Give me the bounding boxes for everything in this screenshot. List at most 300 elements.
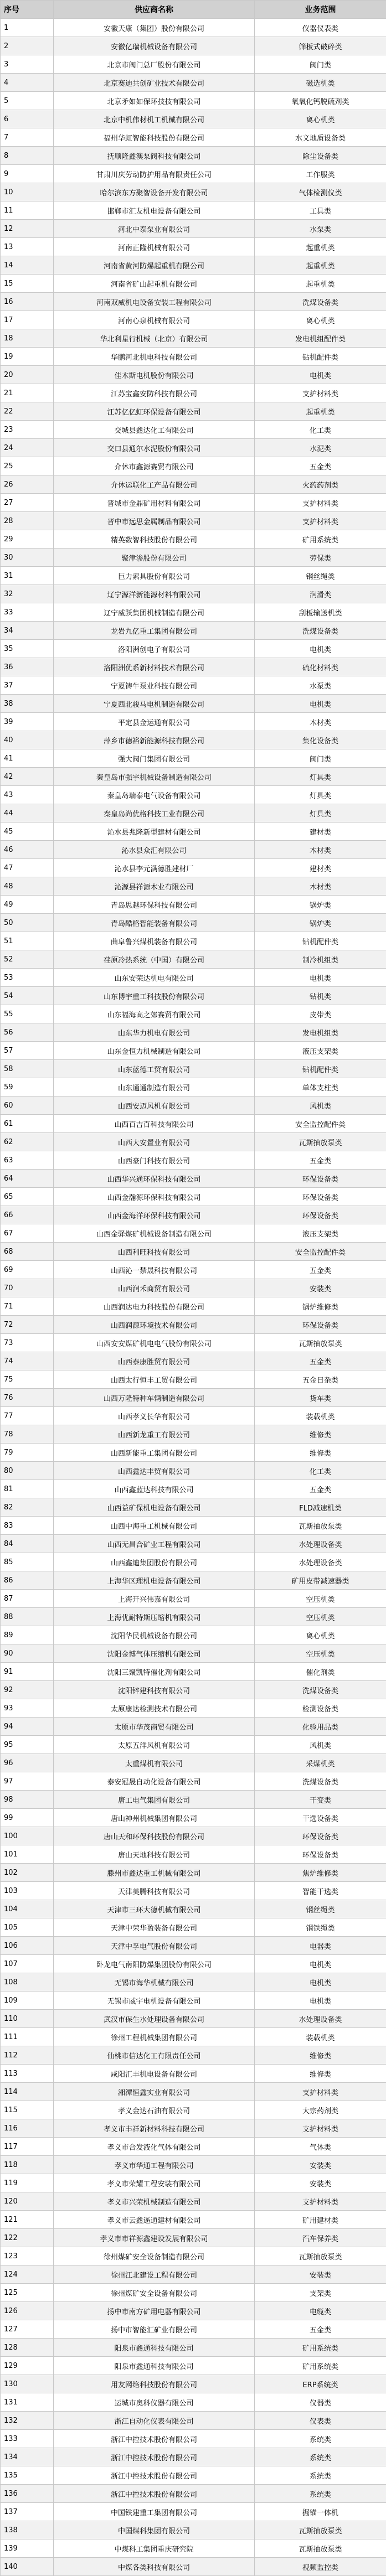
- row-index: 128: [1, 2339, 54, 2357]
- table-row: [1, 1170, 386, 1188]
- supplier-name: 滕州市鑫达重工机械有限公司: [54, 1864, 255, 1882]
- table-row: [1, 1370, 386, 1389]
- business-scope: 起重机类: [255, 256, 386, 275]
- supplier-name: 孝义市云鑫遥通建材有限公司: [54, 2211, 255, 2229]
- row-index: 38: [1, 695, 54, 713]
- table-row: [1, 1243, 386, 1261]
- supplier-name: 萍乡市德裕新能源科技有限公司: [54, 731, 255, 749]
- business-scope: 空压机类: [255, 1644, 386, 1663]
- business-scope: 硫化材料类: [255, 658, 386, 676]
- row-index: 14: [1, 256, 54, 275]
- row-index: 120: [1, 2192, 54, 2211]
- table-row: [1, 2539, 386, 2558]
- table-row: [1, 1389, 386, 1407]
- row-index: 22: [1, 402, 54, 421]
- row-index: 119: [1, 2174, 54, 2192]
- row-index: 89: [1, 1626, 54, 1644]
- row-index: 97: [1, 1772, 54, 1791]
- supplier-name: 邯郸市汇友机电设备有限公司: [54, 201, 255, 220]
- table-row: [1, 1261, 386, 1279]
- supplier-name: 山西万隆特种车辆制造有限公司: [54, 1389, 255, 1407]
- row-index: 115: [1, 2101, 54, 2119]
- table-row: [1, 2065, 386, 2083]
- supplier-name: 河南省矿山起重机有限公司: [54, 275, 255, 293]
- row-index: 59: [1, 1078, 54, 1096]
- table-row: [1, 2010, 386, 2028]
- table-row: [1, 348, 386, 366]
- business-scope: 维修类: [255, 2065, 386, 2083]
- row-index: 31: [1, 567, 54, 585]
- supplier-name: 河南心泉机械有限公司: [54, 311, 255, 329]
- business-scope: 风机类: [255, 1096, 386, 1115]
- row-index: 2: [1, 37, 54, 55]
- row-index: 73: [1, 1334, 54, 1352]
- business-scope: 水处理设备类: [255, 2010, 386, 2028]
- supplier-name: 徐州煤矿安全设备制造有限公司: [54, 2247, 255, 2265]
- business-scope: 矿用皮带减速器类: [255, 1571, 386, 1590]
- table-row: [1, 1188, 386, 1206]
- table-row: [1, 439, 386, 457]
- row-index: 50: [1, 914, 54, 932]
- table-row: [1, 457, 386, 475]
- supplier-name: 山西华兴通环保科技有限公司: [54, 1170, 255, 1188]
- row-index: 138: [1, 2521, 54, 2539]
- supplier-name: 徐州工程机械集团有限公司: [54, 2028, 255, 2046]
- supplier-name: 唐山天地科技有限公司: [54, 1845, 255, 1864]
- business-scope: 起重机类: [255, 238, 386, 256]
- table-row: [1, 1772, 386, 1791]
- supplier-name: 山西润达电力科技股份有限公司: [54, 1297, 255, 1316]
- row-index: 123: [1, 2247, 54, 2265]
- row-index: 10: [1, 183, 54, 201]
- table-row: [1, 366, 386, 384]
- row-index: 27: [1, 494, 54, 512]
- table-row: [1, 2558, 386, 2576]
- supplier-name: 仙桃市信达化工有限责任公司: [54, 2046, 255, 2065]
- supplier-name: 河北中泰泵业有限公司: [54, 220, 255, 238]
- table-row: [1, 1973, 386, 1992]
- supplier-name: 山西百吉百科技有限公司: [54, 1115, 255, 1133]
- business-scope: 五金类: [255, 1480, 386, 1498]
- business-scope: 木材类: [255, 841, 386, 859]
- supplier-name: 山西利旺科技有限公司: [54, 1243, 255, 1261]
- supplier-name: 太重煤机有限公司: [54, 1754, 255, 1772]
- row-index: 85: [1, 1553, 54, 1571]
- table-row: [1, 1590, 386, 1608]
- row-index: 28: [1, 512, 54, 530]
- table-row: [1, 147, 386, 165]
- supplier-name: 哈尔滨东方聚智设备开发有限公司: [54, 183, 255, 201]
- supplier-name: 平定县金运通有限公司: [54, 713, 255, 731]
- table-row: [1, 1078, 386, 1096]
- business-scope: 建材类: [255, 859, 386, 877]
- supplier-name: 山西沁一禁晟科技有限公司: [54, 1261, 255, 1279]
- business-scope: 筛板式破碎类: [255, 37, 386, 55]
- row-index: 18: [1, 329, 54, 348]
- business-scope: 干选设备类: [255, 1809, 386, 1827]
- supplier-name: 宁夏西北骏马电机制造有限公司: [54, 695, 255, 713]
- row-index: 125: [1, 2284, 54, 2302]
- supplier-name: 咸阳汇丰机电设备有限公司: [54, 2065, 255, 2083]
- table-row: [1, 2430, 386, 2448]
- row-index: 101: [1, 1845, 54, 1864]
- supplier-name: 孝义市丰祥新材料科技有限公司: [54, 2119, 255, 2138]
- supplier-name: 山西安安煤矿机电电气股份有限公司: [54, 1334, 255, 1352]
- supplier-name: 安徽天康（集团）股份有限公司: [54, 19, 255, 37]
- row-index: 32: [1, 585, 54, 603]
- row-index: 64: [1, 1170, 54, 1188]
- supplier-name: 孝义市合发液化气体有限公司: [54, 2138, 255, 2156]
- row-index: 117: [1, 2138, 54, 2156]
- supplier-name: 唐山神州机械集团有限公司: [54, 1809, 255, 1827]
- supplier-name: 山西润禾商贸有限公司: [54, 1279, 255, 1297]
- table-row: [1, 1425, 386, 1444]
- table-row: [1, 2247, 386, 2265]
- column-header-index: 序号: [1, 1, 54, 19]
- supplier-name: 天津中荣华盈装备有限公司: [54, 1918, 255, 1937]
- business-scope: 气体类: [255, 2138, 386, 2156]
- business-scope: 液压支架类: [255, 1042, 386, 1060]
- business-scope: 发电机组配件类: [255, 329, 386, 348]
- supplier-name: 唐工电气集团有限公司: [54, 1791, 255, 1809]
- business-scope: 火药药剂类: [255, 475, 386, 494]
- business-scope: 电机类: [255, 640, 386, 658]
- table-row: [1, 804, 386, 823]
- row-index: 77: [1, 1407, 54, 1425]
- supplier-name: 天津中孚电气股份有限公司: [54, 1937, 255, 1955]
- table-row: [1, 768, 386, 786]
- table-row: [1, 1498, 386, 1517]
- business-scope: 支护材料类: [255, 512, 386, 530]
- table-row: [1, 311, 386, 329]
- table-row: [1, 2101, 386, 2119]
- business-scope: 仪器仪表类: [255, 19, 386, 37]
- supplier-name: 沁源县祥源木业有限公司: [54, 877, 255, 896]
- table-row: [1, 2192, 386, 2211]
- business-scope: 起重机类: [255, 275, 386, 293]
- supplier-name: 山西鑫达丰贸有限公司: [54, 1462, 255, 1480]
- row-index: 12: [1, 220, 54, 238]
- row-index: 29: [1, 530, 54, 549]
- business-scope: ERP系统类: [255, 2375, 386, 2393]
- supplier-name: 北京矛如如保环技技有限公司: [54, 92, 255, 110]
- row-index: 126: [1, 2302, 54, 2320]
- supplier-name: 曲阜鲁兴煤机装备有限公司: [54, 932, 255, 950]
- business-scope: 系统类: [255, 2430, 386, 2448]
- business-scope: 空压机类: [255, 1590, 386, 1608]
- business-scope: 钻机类: [255, 987, 386, 1005]
- table-row: [1, 749, 386, 768]
- supplier-name: 北京赛迪共创矿业技术有限公司: [54, 74, 255, 92]
- supplier-name: 抚顺隆鑫澳泵阀科技有限公司: [54, 147, 255, 165]
- supplier-name: 河南双威机电设备安装工程有限公司: [54, 293, 255, 311]
- table-row: [1, 1663, 386, 1681]
- table-row: [1, 2521, 386, 2539]
- row-index: 87: [1, 1590, 54, 1608]
- row-index: 42: [1, 768, 54, 786]
- supplier-name: 江苏宝鑫安防科技有限公司: [54, 384, 255, 402]
- table-row: [1, 1827, 386, 1845]
- supplier-name: 山东华力机电有限公司: [54, 1023, 255, 1042]
- supplier-name: 浙江中控技术股份有限公司: [54, 2466, 255, 2485]
- supplier-name: 孝义市荣耀工程安装有限公司: [54, 2174, 255, 2192]
- row-index: 99: [1, 1809, 54, 1827]
- row-index: 36: [1, 658, 54, 676]
- business-scope: 瓦斯抽放泵类: [255, 2521, 386, 2539]
- row-index: 107: [1, 1955, 54, 1973]
- supplier-name: 沈阳金博气体压缩机有限公司: [54, 1644, 255, 1663]
- supplier-name: 山西润源环境技术有限公司: [54, 1316, 255, 1334]
- column-header-scope: 业务范围: [255, 1, 386, 19]
- business-scope: 采煤机类: [255, 1754, 386, 1772]
- business-scope: 洗煤设备类: [255, 622, 386, 640]
- supplier-name: 山西大安置业有限公司: [54, 1133, 255, 1151]
- row-index: 81: [1, 1480, 54, 1498]
- table-row: [1, 1096, 386, 1115]
- table-row: [1, 2357, 386, 2375]
- supplier-name: 孝义市华通工程有限公司: [54, 2156, 255, 2174]
- table-row: [1, 2211, 386, 2229]
- supplier-name: 华鹏河北机电科技有限公司: [54, 348, 255, 366]
- row-index: 20: [1, 366, 54, 384]
- supplier-name: 辽宁威跃集团机械制造有限公司: [54, 603, 255, 622]
- business-scope: 起重机类: [255, 402, 386, 421]
- supplier-name: 山东福海高之郊赛贸有限公司: [54, 1005, 255, 1023]
- business-scope: 化工类: [255, 1462, 386, 1480]
- supplier-name: 华北利星行机械（北京）有限公司: [54, 329, 255, 348]
- row-index: 3: [1, 55, 54, 74]
- business-scope: 风机类: [255, 1736, 386, 1754]
- business-scope: 掘锚一体机: [255, 2503, 386, 2521]
- table-row: [1, 2119, 386, 2138]
- business-scope: 支护材料类: [255, 494, 386, 512]
- table-row: [1, 128, 386, 147]
- business-scope: 支护材料类: [255, 2119, 386, 2138]
- supplier-name: 山西中海重工机械有限公司: [54, 1517, 255, 1535]
- table-row: [1, 1517, 386, 1535]
- row-index: 52: [1, 950, 54, 969]
- row-index: 110: [1, 2010, 54, 2028]
- business-scope: 集化设备类: [255, 731, 386, 749]
- row-index: 7: [1, 128, 54, 147]
- business-scope: 灯具类: [255, 768, 386, 786]
- row-index: 37: [1, 676, 54, 695]
- row-index: 72: [1, 1316, 54, 1334]
- business-scope: 五金类: [255, 457, 386, 475]
- supplier-name: 福州华虹智能科技股份有限公司: [54, 128, 255, 147]
- row-index: 133: [1, 2430, 54, 2448]
- supplier-name: 中煤各类科技有限公司: [54, 2558, 255, 2576]
- table-row: [1, 1042, 386, 1060]
- row-index: 112: [1, 2046, 54, 2065]
- business-scope: 制冷机组类: [255, 950, 386, 969]
- business-scope: 电缆类: [255, 2302, 386, 2320]
- table-row: [1, 1955, 386, 1973]
- table-row: [1, 969, 386, 987]
- table-row: [1, 896, 386, 914]
- business-scope: 锅炉维修类: [255, 1297, 386, 1316]
- supplier-name: 佳木斯电机股份有限公司: [54, 366, 255, 384]
- table-row: [1, 603, 386, 622]
- table-row: [1, 1480, 386, 1498]
- row-index: 84: [1, 1535, 54, 1553]
- row-index: 76: [1, 1389, 54, 1407]
- row-index: 13: [1, 238, 54, 256]
- supplier-name: 宁夏铸牛泵业科技有限公司: [54, 676, 255, 695]
- supplier-name: 徐州煤矿安全设备有限公司: [54, 2284, 255, 2302]
- header-row: [1, 1, 386, 19]
- row-index: 109: [1, 1992, 54, 2010]
- business-scope: 磁选机类: [255, 74, 386, 92]
- supplier-name: 卧龙电气南阳防爆集团股份有限公司: [54, 1955, 255, 1973]
- row-index: 30: [1, 549, 54, 567]
- supplier-name: 河南正隆机械有限公司: [54, 238, 255, 256]
- supplier-name: 扬中市智能汇矿业有限公司: [54, 2320, 255, 2339]
- business-scope: 五金日杂类: [255, 1370, 386, 1389]
- business-scope: 安全监控配件类: [255, 1243, 386, 1261]
- row-index: 104: [1, 1900, 54, 1918]
- table-row: [1, 1151, 386, 1170]
- business-scope: 系统类: [255, 2485, 386, 2503]
- row-index: 96: [1, 1754, 54, 1772]
- row-index: 62: [1, 1133, 54, 1151]
- business-scope: 电机类: [255, 366, 386, 384]
- business-scope: 单体支柱类: [255, 1078, 386, 1096]
- table-row: [1, 2393, 386, 2412]
- table-row: [1, 220, 386, 238]
- table-row: [1, 695, 386, 713]
- business-scope: 瓦斯抽放泵类: [255, 1133, 386, 1151]
- row-index: 71: [1, 1297, 54, 1316]
- row-index: 132: [1, 2412, 54, 2430]
- table-row: [1, 914, 386, 932]
- table-row: [1, 2284, 386, 2302]
- table-row: [1, 1444, 386, 1462]
- business-scope: 装载机类: [255, 2028, 386, 2046]
- supplier-name: 江苏亿亿虹环保设备有限公司: [54, 402, 255, 421]
- table-row: [1, 567, 386, 585]
- table-body: [1, 19, 386, 2576]
- table-row: [1, 859, 386, 877]
- business-scope: 干变类: [255, 1791, 386, 1809]
- row-index: 136: [1, 2485, 54, 2503]
- business-scope: 环保设备类: [255, 1206, 386, 1224]
- table-row: [1, 402, 386, 421]
- table-row: [1, 2339, 386, 2357]
- supplier-name: 洛阳洲创电子有限公司: [54, 640, 255, 658]
- supplier-name: 无锡市海华机械有限公司: [54, 1973, 255, 1992]
- business-scope: 化工类: [255, 421, 386, 439]
- supplier-name: 山东蓝德工贸有限公司: [54, 1060, 255, 1078]
- table-row: [1, 1206, 386, 1224]
- row-index: 124: [1, 2265, 54, 2284]
- business-scope: 支护材料类: [255, 384, 386, 402]
- business-scope: 水泵类: [255, 220, 386, 238]
- business-scope: 皮带类: [255, 1005, 386, 1023]
- supplier-name: 浙江自动化仪表有限公司: [54, 2412, 255, 2430]
- business-scope: 发电机组类: [255, 1023, 386, 1042]
- business-scope: 环保设备类: [255, 1170, 386, 1188]
- business-scope: 钢丝绳类: [255, 1900, 386, 1918]
- row-index: 111: [1, 2028, 54, 2046]
- row-index: 43: [1, 786, 54, 804]
- supplier-name: 龙岩九亿重工集团有限公司: [54, 622, 255, 640]
- business-scope: 锅炉类: [255, 914, 386, 932]
- row-index: 135: [1, 2466, 54, 2485]
- row-index: 114: [1, 2083, 54, 2101]
- table-row: [1, 2466, 386, 2485]
- business-scope: 系统类: [255, 2466, 386, 2485]
- table-row: [1, 1060, 386, 1078]
- row-index: 82: [1, 1498, 54, 1517]
- supplier-name: 湘潭恒鑫实业有限公司: [54, 2083, 255, 2101]
- supplier-name: 山西无昌合矿业工程有限公司: [54, 1535, 255, 1553]
- supplier-name: 山西金驿煤矿机械设备制造有限公司: [54, 1224, 255, 1243]
- table-row: [1, 841, 386, 859]
- table-row: [1, 2174, 386, 2192]
- supplier-name: 沁水县李元满德胜建材厂: [54, 859, 255, 877]
- supplier-name: 辽宁源洋新能源材料有限公司: [54, 585, 255, 603]
- supplier-name: 山西鑫迪集团股份有限公司: [54, 1553, 255, 1571]
- business-scope: 检测设备类: [255, 1699, 386, 1718]
- supplier-name: 浙江中控技术股份有限公司: [54, 2430, 255, 2448]
- row-index: 8: [1, 147, 54, 165]
- business-scope: 瓦斯抽放泵类: [255, 1334, 386, 1352]
- business-scope: 木材类: [255, 877, 386, 896]
- supplier-name: 晋城市金鼎矿用材料有限公司: [54, 494, 255, 512]
- row-index: 56: [1, 1023, 54, 1042]
- business-scope: 离心机类: [255, 311, 386, 329]
- business-scope: 催化剂类: [255, 1663, 386, 1681]
- business-scope: 电机类: [255, 969, 386, 987]
- row-index: 16: [1, 293, 54, 311]
- table-row: [1, 2028, 386, 2046]
- supplier-name: 山西金瀚源环保科技有限公司: [54, 1188, 255, 1206]
- supplier-name: 甘肃川庆劳动防护用品有限责任公司: [54, 165, 255, 183]
- row-index: 86: [1, 1571, 54, 1590]
- row-index: 34: [1, 622, 54, 640]
- business-scope: 电机类: [255, 1955, 386, 1973]
- table-row: [1, 2229, 386, 2247]
- business-scope: 五金类: [255, 1261, 386, 1279]
- business-scope: 电器类: [255, 1937, 386, 1955]
- row-index: 24: [1, 439, 54, 457]
- table-row: [1, 1718, 386, 1736]
- supplier-name: 山东安荣达机电有限公司: [54, 969, 255, 987]
- table-row: [1, 1115, 386, 1133]
- row-index: 130: [1, 2375, 54, 2393]
- table-row: [1, 640, 386, 658]
- supplier-name: 山东通通制造有限公司: [54, 1078, 255, 1096]
- business-scope: 瓦斯抽放泵类: [255, 2247, 386, 2265]
- table-row: [1, 183, 386, 201]
- business-scope: 氧氧化钙脱硫剂类: [255, 92, 386, 110]
- table-row: [1, 877, 386, 896]
- business-scope: 五金类: [255, 1151, 386, 1170]
- row-index: 103: [1, 1882, 54, 1900]
- business-scope: 水处理设备类: [255, 1535, 386, 1553]
- supplier-name: 山西益矿保机电设备有限公司: [54, 1498, 255, 1517]
- business-scope: 瓦斯抽放泵类: [255, 2539, 386, 2558]
- table-row: [1, 1754, 386, 1772]
- table-row: [1, 676, 386, 695]
- table-row: [1, 1553, 386, 1571]
- table-row: [1, 55, 386, 74]
- row-index: 53: [1, 969, 54, 987]
- supplier-name: 沈阳三聚凯特催化剂有限公司: [54, 1663, 255, 1681]
- table-row: [1, 1809, 386, 1827]
- row-index: 65: [1, 1188, 54, 1206]
